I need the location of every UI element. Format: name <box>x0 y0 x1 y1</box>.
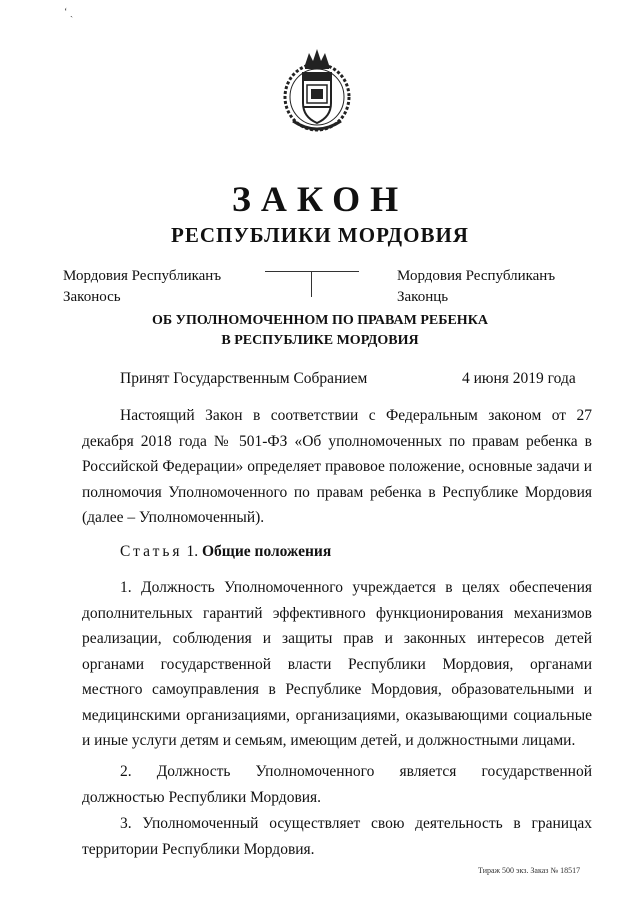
document-title: ЗАКОН <box>231 179 409 219</box>
document-subtitle: РЕСПУБЛИКИ МОРДОВИЯ <box>171 223 469 247</box>
print-run-footer: Тираж 500 экз. Заказ № 18517 <box>478 866 581 875</box>
preamble-paragraph: Настоящий Закон в соответствии с Федеральным законом от 27 декабря 2018 года № 501-ФЗ «Об уполномоченных по правам ребенка в Российской Федерации» определяет правовое положение, основные задачи и полномочия Уполномоченного по правам ребенка в Республике Мордовия (далее – Уполномоченный). <box>82 407 592 526</box>
title-mokshan-line-2: Законось <box>63 289 121 305</box>
adoption-text: Принят Государственным Собранием <box>120 370 368 387</box>
title-erzyan <box>397 266 555 308</box>
article-heading <box>120 543 331 561</box>
article-title: Общие положения <box>201 543 332 560</box>
title-mokshan <box>63 266 221 308</box>
law-name-line-1: ОБ УПОЛНОМОЧЕННОМ ПО ПРАВАМ РЕБЕНКА <box>152 313 488 328</box>
title-erzyan-line-2: Законць <box>397 289 449 305</box>
header-divider-vertical <box>311 271 312 297</box>
clause-3: 3. Уполномоченный осуществляет свою деятельность в границах территории Республики Мордовия. <box>82 815 592 858</box>
header-divider-horizontal <box>265 271 359 272</box>
adoption-date: 4 июня 2019 года <box>462 370 576 387</box>
article-word: Статья <box>120 543 183 560</box>
title-mokshan-line-1: Мордовия Республиканъ <box>63 268 222 284</box>
title-erzyan-line-1: Мордовия Республиканъ <box>397 268 556 284</box>
law-name <box>0 311 640 351</box>
clause-1: 1. Должность Уполномоченного учреждается в целях обеспечения дополнительных гарантий эффективного функционирования механизмов реализации, соблюдения и защиты прав и законных интересов детей органами государственной власти Республики Мордовия, органами местного самоуправления в Республике Мордовия, образовательными и медицинскими организациями, организациями, оказывающими социальные и иные услуги детям и семьям, имеющим детей, и должностными лицами. <box>82 579 592 749</box>
scan-mark: ʻ ˎ <box>64 7 74 18</box>
coat-of-arms-icon <box>281 45 353 135</box>
article-number: 1. <box>182 543 202 560</box>
law-name-line-2: В РЕСПУБЛИКЕ МОРДОВИЯ <box>221 333 419 348</box>
clause-2: 2. Должность Уполномоченного является государственной должностью Республики Мордовия. <box>82 763 592 806</box>
